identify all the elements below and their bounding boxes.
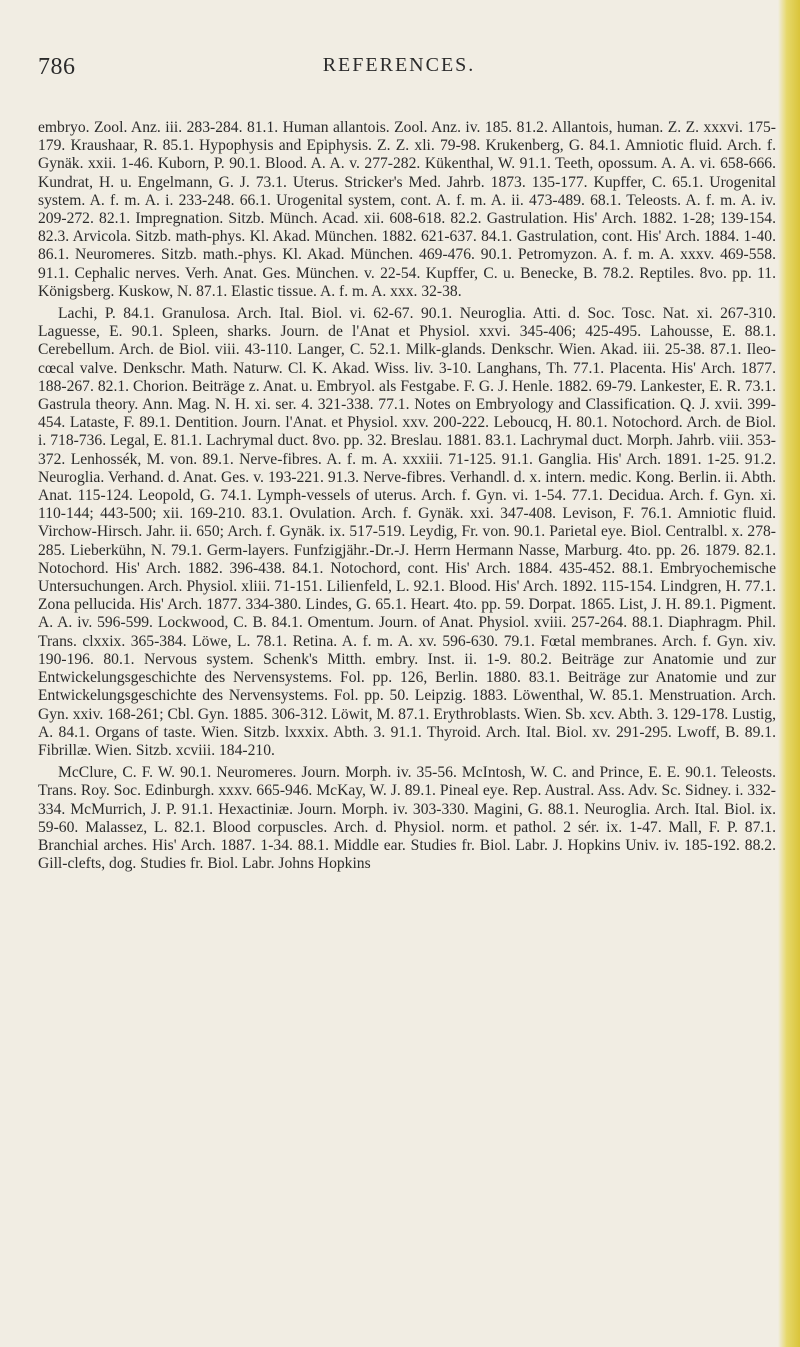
- references-body: [38, 119, 776, 877]
- page-number: 786: [38, 54, 76, 80]
- reference-paragraph-l: Lachi, P. 84.1. Granulosa. Arch. Ital. Biol. vi. 62-67. 90.1. Neuroglia. Atti. d. Soc. Tosc. Nat. xi. 267-310. Laguesse, E. 90.1. Spleen, sharks. Journ. de l'Anat et Physiol. xxvi. 345-406; 425-495. Lahousse, E. 88.1. Cerebellum. Arch. de Biol. viii. 43-110. Langer, C. 52.1. Milk-glands. Denkschr. Wien. Akad. iii. 25-38. 87.1. Ileo-cœcal valve. Denkschr. Math. Naturw. Cl. K. Akad. Wiss. liv. 3-10. Langhans, Th. 77.1. Placenta. His' Arch. 1877. 188-267. 82.1. Chorion. Beiträge z. Anat. u. Embryol. als Festgabe. F. G. J. Henle. 1882. 69-79. Lankester, E. R. 73.1. Gastrula theory. Ann. Mag. N. H. xi. ser. 4. 321-338. 77.1. Notes on Embryology and Classification. Q. J. xvii. 399-454. Lataste, F. 89.1. Dentition. Journ. l'Anat. et Physiol. xxv. 200-222. Leboucq, H. 80.1. Notochord. Arch. de Biol. i. 718-736. Legal, E. 81.1. Lachrymal duct. 8vo. pp. 32. Breslau. 1881. 83.1. Lachrymal duct. Morph. Jahrb. viii. 353-372. Lenhossék, M. von. 89.1. Nerve-fibres. A. f. m. A. xxxiii. 71-125. 91.1. Ganglia. His' Arch. 1891. 1-25. 91.2. Neuroglia. Verhand. d. Anat. Ges. v. 193-221. 91.3. Nerve-fibres. Verhandl. d. x. intern. medic. Kong. Berlin. ii. Abth. Anat. 115-124. Leopold, G. 74.1. Lymph-vessels of uterus. Arch. f. Gyn. vi. 1-54. 77.1. Decidua. Arch. f. Gyn. xi. 110-144; 443-500; xii. 169-210. 83.1. Ovulation. Arch. f. Gynäk. xxi. 347-408. Levison, F. 76.1. Amniotic fluid. Virchow-Hirsch. Jahr. ii. 650; Arch. f. Gynäk. ix. 517-519. Leydig, Fr. von. 90.1. Parietal eye. Biol. Centralbl. x. 278-285. Lieberkühn, N. 79.1. Germ-layers. Funfzigjähr.-Dr.-J. Herrn Hermann Nasse, Marburg. 4to. pp. 26. 1879. 82.1. Notochord. His' Arch. 1882. 396-438. 84.1. Notochord, cont. His' Arch. 1884. 435-452. 88.1. Embryochemische Untersuchungen. Arch. Physiol. xliii. 71-151. Lilienfeld, L. 92.1. Blood. His' Arch. 1892. 115-154. Lindgren, H. 77.1. Zona pellucida. His' Arch. 1877. 334-380. Lindes, G. 65.1. Heart. 4to. pp. 59. Dorpat. 1865. List, J. H. 89.1. Pigment. A. A. iv. 596-599. Lockwood, C. B. 84.1. Omentum. Journ. of Anat. Physiol. xviii. 257-264. 88.1. Diaphragm. Phil. Trans. clxxix. 365-384. Löwe, L. 78.1. Retina. A. f. m. A. xv. 596-630. 79.1. Fœtal membranes. Arch. f. Gyn. xiv. 190-196. 80.1. Nervous system. Schenk's Mitth. embry. Inst. ii. 1-9. 80.2. Beiträge zur Anatomie und zur Entwickelungsgeschichte des Nervensystems. Fol. pp. 126, Berlin. 1880. 83.1. Beiträge zur Anatomie und zur Entwickelungsgeschichte des Nervensystems. Fol. pp. 50. Leipzig. 1883. Löwenthal, W. 85.1. Menstruation. Arch. Gyn. xxiv. 168-261; Cbl. Gyn. 1885. 306-312. Löwit, M. 87.1. Erythroblasts. Wien. Sb. xcv. Abth. 3. 129-178. Lustig, A. 84.1. Organs of taste. Wien. Sitzb. lxxxix. Abth. 3. 91.1. Thyroid. Arch. Ital. Biol. xv. 291-295. Lwoff, B. 89.1. Fibrillæ. Wien. Sitzb. xcviii. 184-210.: [38, 305, 776, 759]
- page-edge-strip: [778, 0, 800, 1347]
- reference-paragraph-k: embryo. Zool. Anz. iii. 283-284. 81.1. Human allantois. Zool. Anz. iv. 185. 81.2. Allantois, human. Z. Z. xxxvi. 175-179. Kraushaar, R. 85.1. Hypophysis and Epiphysis. Z. Z. xli. 79-98. Krukenberg, G. 84.1. Amniotic fluid. Arch. f. Gynäk. xxii. 1-46. Kuborn, P. 90.1. Blood. A. A. v. 277-282. Kükenthal, W. 91.1. Teeth, opossum. A. A. vi. 658-666. Kundrat, H. u. Engelmann, G. J. 73.1. Uterus. Stricker's Med. Jahrb. 1873. 135-177. Kupffer, C. 65.1. Urogenital system. A. f. m. A. i. 233-248. 66.1. Urogenital system, cont. A. f. m. A. ii. 473-489. 68.1. Teleosts. A. f. m. A. iv. 209-272. 82.1. Impregnation. Sitzb. Münch. Acad. xii. 608-618. 82.2. Gastrulation. His' Arch. 1882. 1-28; 139-154. 82.3. Arvicola. Sitzb. math-phys. Kl. Akad. München. 1882. 621-637. 84.1. Gastrulation, cont. His' Arch. 1884. 1-40. 86.1. Neuromeres. Sitzb. math.-phys. Kl. Akad. München. 469-476. 90.1. Petromyzon. A. f. m. A. xxxv. 469-558. 91.1. Cephalic nerves. Verh. Anat. Ges. München. v. 22-54. Kupffer, C. u. Benecke, B. 78.2. Reptiles. 8vo. pp. 11. Königsberg. Kuskow, N. 87.1. Elastic tissue. A. f. m. A. xxx. 32-38.: [38, 119, 776, 300]
- running-title: REFERENCES.: [322, 54, 476, 76]
- reference-paragraph-m: McClure, C. F. W. 90.1. Neuromeres. Journ. Morph. iv. 35-56. McIntosh, W. C. and Prince, E. E. 90.1. Teleosts. Trans. Roy. Soc. Edinburgh. xxxv. 665-946. McKay, W. J. 89.1. Pineal eye. Rep. Austral. Ass. Adv. Sc. Sidney. i. 332-334. McMurrich, J. P. 91.1. Hexactiniæ. Journ. Morph. iv. 303-330. Magini, G. 88.1. Neuroglia. Arch. Ital. Biol. ix. 59-60. Malassez, L. 82.1. Blood corpuscles. Arch. d. Physiol. norm. et pathol. 2 sér. ix. 1-47. Mall, F. P. 87.1. Branchial arches. His' Arch. 1887. 1-34. 88.1. Middle ear. Studies fr. Biol. Labr. J. Hopkins Univ. iv. 185-192. 88.2. Gill-clefts, dog. Studies fr. Biol. Labr. Johns Hopkins: [38, 764, 776, 873]
- page-header: [38, 54, 760, 84]
